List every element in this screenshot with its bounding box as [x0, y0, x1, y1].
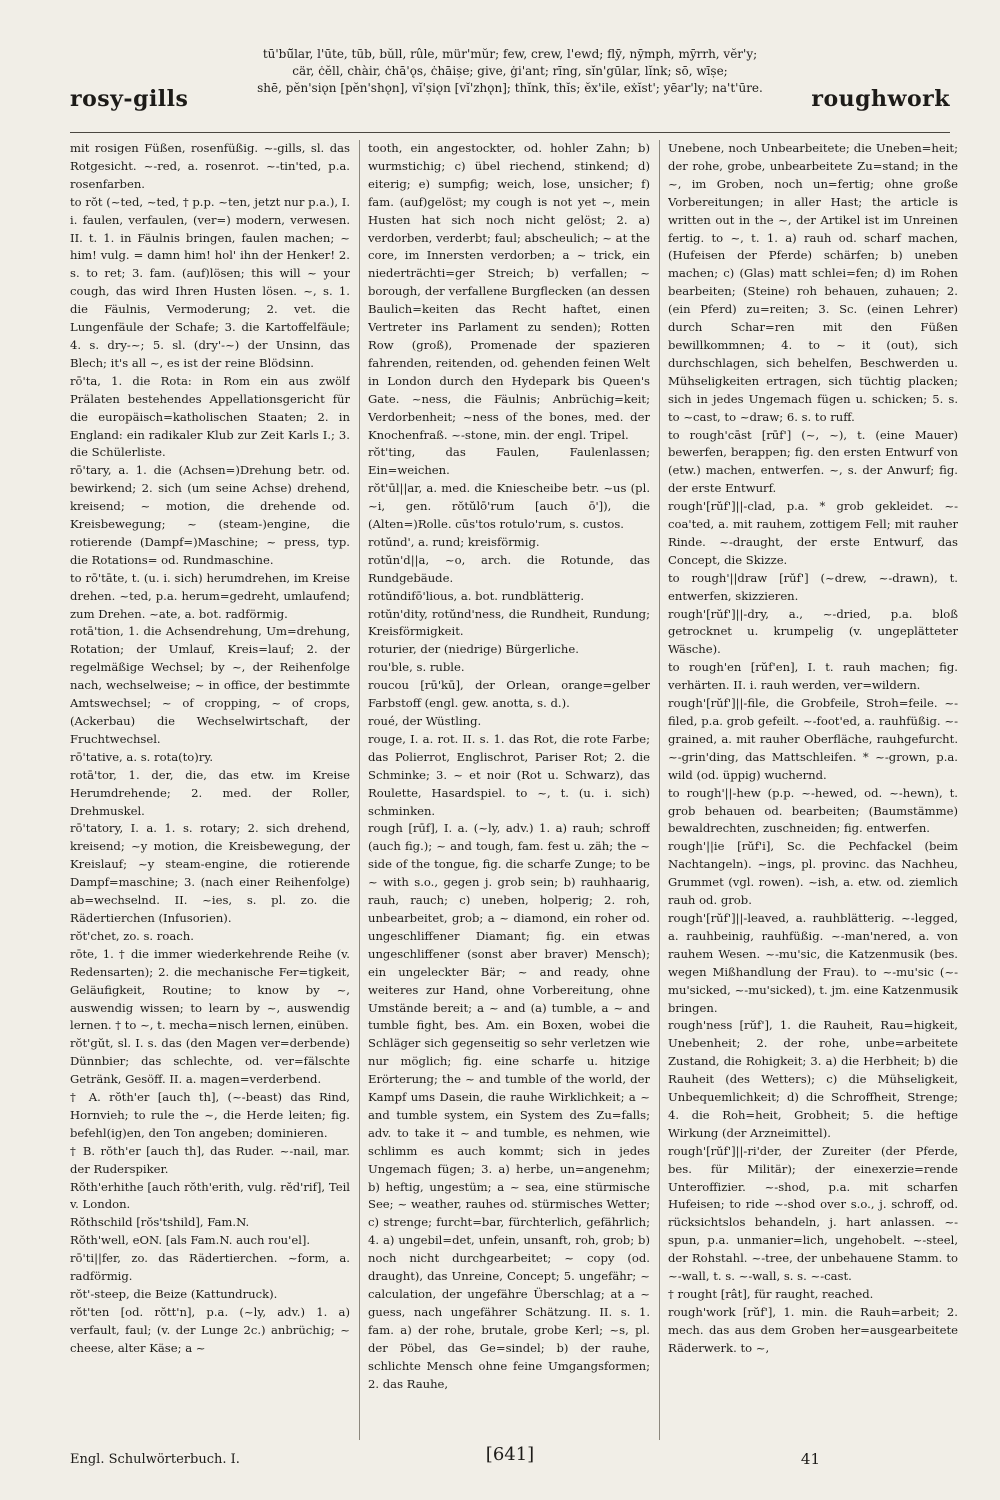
dictionary-entry: rotŭn'd||a, ~o, arch. die Rotunde, das Rundgebäude. — [368, 552, 650, 585]
column-divider — [359, 140, 360, 1440]
dictionary-entry: rough'[rŭf']||-ri'der, der Zureiter (der Pferde, bes. für Militär); der einexerzie=rende Unteroffizier. ~-shod, p.a. mit scharfen Hufeisen; to ride ~-shod over s.o., j. schroff, od. rücksichtslos behandeln, j. hart anlassen. ~-spun, p.a. unmanier=lich, ungehobelt. ~-steel, der Rohstahl. ~-tree, der unbehauene Stamm. to ~-wall, t. s. ~-wall, s. s. ~-cast. — [668, 1143, 958, 1284]
dictionary-entry: rotŭndifō'lious, a. bot. rundblätterig. — [368, 588, 585, 603]
dictionary-entry: rŏt'chet, zo. s. roach. — [70, 928, 194, 943]
dictionary-entry: rō'tary, a. 1. die (Achsen=)Drehung betr. od. bewirkend; 2. sich (um seine Achse) drehend, kreisend; ~ motion, die drehende od. Kreisbewegung; ~ (steam-)engine, die rotierende (Dampf=)Maschine; ~ press, typ. die Rotations= od. Rundmaschine. — [70, 463, 350, 567]
dictionary-entry: rō'ti||fer, zo. das Rädertierchen. ~form, a. radförmig. — [70, 1251, 350, 1284]
dictionary-entry: Unebene, noch Unbearbeitete; die Uneben=heit; der rohe, grobe, unbearbeitete Zu=stand; in the ~, im Groben, noch un=fertig; ohne große Vorbereitungen; in aller Hast; the article is written out in the ~, der Artikel ist im Unreinen fertig. to ~, t. 1. a) rauh od. scharf machen, (Hufeisen der Pferde) schärfen; b) uneben machen; c) (Glas) matt schlei=fen; d) im Rohen bearbeiten; (Steine) roh behauen, zuhauen; 2. (ein Pferd) zu=reiten; 3. Sc. (einen Lehrer) durch Schar=ren mit den Füßen bewillkommnen; 4. to ~ it (out), sich durchschlagen, sich behelfen, Beschwerden u. Mühseligkeiten ertragen, sich tüchtig placken; sich in jedes Ungemach fügen u. schicken; 5. s. to ~cast, to ~draw; 6. s. to ruff. — [668, 141, 958, 424]
dictionary-entry: to rō'tāte, t. (u. i. sich) herumdrehen, im Kreise drehen. ~ted, p.a. herum=gedreht, umlaufend; zum Drehen. ~ate, a. bot. radförmig. — [70, 570, 350, 621]
dictionary-entry: Rŏthschild [rŏs'tshild], Fam.N. — [70, 1215, 250, 1230]
page-number: [641] — [485, 1444, 535, 1465]
dictionary-entry: rough'[rŭf']||-dry, a., ~-dried, p.a. bloß getrocknet u. krumpelig (v. ungeplätteter Wäsche). — [668, 606, 958, 657]
dictionary-entry: rou'ble, s. ruble. — [368, 660, 465, 675]
dictionary-entry: rŏt'gŭt, sl. I. s. das (den Magen ver=derbende) Dünnbier; das schlechte, od. ver=fälschte Getränk, Gesöff. II. a. magen=verderbend. — [70, 1036, 350, 1087]
dictionary-entry: rough'[rŭf']||-leaved, a. rauhblätterig. ~-legged, a. rauhbeinig, rauhfüßig. ~-man'nered, a. von rauhem Wesen. ~-mu'sic, die Katzenmusik (bes. wegen Mißhandlung der Frau). to ~-mu'sic (~-mu'sicked, ~-mu'sicked), t. jm. eine Katzenmusik bringen. — [668, 910, 958, 1015]
dictionary-entry: rŏt'ūl||ar, a. med. die Kniescheibe betr. ~us (pl. ~i, gen. rŏtŭlō'rum [auch ō']), die (Alten=)Rolle. cūs'tos rotulo'rum, s. custos. — [368, 481, 650, 532]
dictionary-entry: roué, der Wüstling. — [368, 714, 482, 728]
dictionary-entry: rotŭn'dity, rotŭnd'ness, die Rundheit, Rundung; Kreisförmigkeit. — [368, 606, 650, 639]
dictionary-entry: to rough'||-hew (p.p. ~-hewed, od. ~-hewn), t. grob behauen od. bearbeiten; (Baumstämme) bewaldrechten, zuschneiden; fig. entwerfen. — [668, 785, 958, 836]
dictionary-entry: Rŏth'well, eON. [als Fam.N. auch rou'el]. — [70, 1233, 311, 1248]
column-middle — [368, 140, 650, 1440]
dictionary-entry: rough'work [rŭf'], 1. min. die Rauh=arbeit; 2. mech. das aus dem Groben her=ausgearbeitete Räderwerk. to ~, — [668, 1304, 958, 1355]
dictionary-entry: to rough'cāst [rūf'] (~, ~), t. (eine Mauer) bewerfen, berappen; fig. den ersten Entwurf von (etw.) machen, entwerfen. ~, s. der Anwurf; fig. der erste Entwurf. — [668, 427, 958, 496]
dictionary-entry: † A. rŏth'er [auch th], (~-beast) das Rind, Hornvieh; to rule the ~, die Herde leiten; fig. befehl(ig)en, den Ton angeben; dominieren. — [70, 1090, 350, 1140]
guide-word-left: rosy-gills — [70, 86, 189, 112]
dictionary-entry: roturier, der (niedrige) Bürgerliche. — [368, 642, 579, 657]
dictionary-entry: rough'||ie [rŭf'i], Sc. die Pechfackel (beim Nachtangeln). ~ings, pl. provinc. das Nachheu, Grummet (vgl. rowen). ~ish, a. etw. od. ziemlich rauh od. grob. — [668, 839, 958, 908]
dictionary-entry: rŏt'ting, das Faulen, Faulenlassen; Ein=weichen. — [368, 445, 650, 478]
dictionary-entry: rough'[rŭf']||-file, die Grobfeile, Stroh=feile. ~-filed, p.a. grob gefeilt. ~-foot'ed, a. rauhfüßig. ~-grained, a. mit rauher Oberfläche, rauhgefurcht. ~-grin'ding, das Mattschleifen. * ~-grown, p.a. wild (od. üppig) wuchernd. — [668, 696, 958, 782]
dictionary-entry: † rought [rât], für raught, reached. — [668, 1287, 874, 1301]
footer-source: Engl. Schulwörterbuch. I. — [70, 1452, 240, 1467]
dictionary-entry: rŏt'-steep, die Beize (Kattundruck). — [70, 1287, 278, 1301]
dictionary-entry: rotŭnd', a. rund; kreisförmig. — [368, 534, 540, 549]
column-right — [668, 140, 958, 1440]
column-divider — [659, 140, 660, 1440]
dictionary-entry: to rŏt (~ted, ~ted, † p.p. ~ten, jetzt nur p.a.), I. i. faulen, verfaulen, (ver=) modern, verwesen. II. t. 1. in Fäulnis bringen, faulen machen; ~ him! vulg. = damn him! hol' ihn der Henker! 2. s. to ret; 3. fam. (auf)lösen; this will ~ your cough, das wird Ihren Husten lösen. ~, s. 1. die Fäulnis, Vermoderung; 2. vet. die Lungenfäule der Schafe; 3. die Kartoffelfäule; 4. s. dry-~; 5. sl. (dry'-~) der Unsinn, das Blech; it's all ~, es ist der reine Blödsinn. — [70, 194, 350, 370]
dictionary-entry: † B. rŏth'er [auch th], das Ruder. ~-nail, mar. der Ruderspiker. — [70, 1143, 350, 1176]
dictionary-entry: rough [rūf], I. a. (~ly, adv.) 1. a) rauh; schroff (auch fig.); ~ and tough, fam. fest u. zäh; the ~ side of the tongue, fig. die scharfe Zunge; to be ~ with s.o., gegen j. grob sein; b) rauhhaarig, rauh, rauch; c) uneben, holperig; 2. roh, unbearbeitet, grob; a ~ diamond, ein roher od. ungeschliffener Diamant; fig. ein etwas ungeschliffener (sonst aber braver) Mensch); ein ungeleckter Bär; ~ and ready, ohne weiteres zur Hand, ohne Vorbereitung, ohne Umstände bereit; a ~ and (a) tumble, a ~ and tumble fight, bes. Am. ein Boxen, wobei die Schläger sich gegenseitig so sehr verletzen wie nur möglich; fig. eine scharfe u. hitzige Erörterung; the ~ and tumble of the world, der Kampf ums Dasein, die rauhe Wirklichkeit; a ~ and tumble system, ein System des Zu=falls; adv. to take it ~ and tumble, es nehmen, wie schlimm es auch kommt; sich in jedes Ungemach fügen; 3. a) herbe, un=angenehm; b) heftig, ungestüm; a ~ sea, eine stürmische See; ~ weather, rauhes od. stürmisches Wetter; c) strenge; furcht=bar, fürchterlich, gefährlich; 4. a) ungebil=det, unfein, unsanft, roh, grob; b) noch nicht durchgearbeitet; ~ copy (od. draught), das Unreine, Concept; 5. ungefähr; ~ calculation, der ungefähre Überschlag; at a ~ guess, nach ungefährer Schätzung. II. s. 1. fam. a) der rohe, brutale, grobe Kerl; ~s, pl. der Pöbel, das Ge=sindel; b) der rauhe, schlichte Mensch ohne feine Umgangsformen; 2. das Rauhe, — [368, 821, 650, 1391]
page-header — [70, 40, 950, 133]
pronunciation-key-line: shē, pĕn'siǫn [pĕn'shǫn], vĭ'ṣiǫn [vĭ'zhǫn]; thĭnk, thĭs; ĕx'ile, eẋĭst'; yēar'ly; na't'ūre. — [257, 81, 763, 95]
column-left — [70, 140, 350, 1440]
page-footer — [70, 1440, 950, 1480]
dictionary-columns — [70, 140, 960, 1440]
dictionary-entry: rō'tative, a. s. rota(to)ry. — [70, 749, 214, 764]
pronunciation-key-line: tū'bū̆lar, l'ūte, tūb, bŭll, rûle, mür'mŭr; few, crew, l'ewd; flȳ, nȳmph, mȳrrh, vĕr'y; — [262, 47, 758, 61]
dictionary-entry: rō'ta, 1. die Rota: in Rom ein aus zwölf Prälaten bestehendes Appellationsgericht für die europäisch=katholischen Staaten; 2. in England: ein radikaler Klub zur Zeit Karls I.; 3. die Schülerliste. — [70, 373, 350, 460]
dictionary-entry: rough'[rŭf']||-clad, p.a. * grob gekleidet. ~-coa'ted, a. mit rauhem, zottigem Fell; mit rauher Rinde. ~-draught, der erste Entwurf, das Concept, die Skizze. — [668, 499, 958, 567]
dictionary-entry: mit rosigen Füßen, rosenfüßig. ~-gills, sl. das Rotgesicht. ~-red, a. rosenrot. ~-tin'ted, p.a. rosenfarben. — [70, 141, 350, 191]
pronunciation-key — [220, 46, 800, 97]
dictionary-entry: tooth, ein angestockter, od. hohler Zahn; b) wurmstichig; c) übel riechend, stinkend; d) eiterig; e) sumpfig; weich, lose, unsicher; f) fam. (auf)gelöst; my cough is not yet ~, mein Husten hat sich noch nicht gelöst; 2. a) verdorben, verderbt; faul; abscheulich; ~ at the core, im Innersten verdorben; a ~ trick, ein niederträchti=ger Streich; b) verfallen; ~ borough, der verfallene Burgflecken (an dessen Baulich=keiten das Recht haftet, einen Vertreter ins Parlament zu senden); Rotten Row (groß), Promenade der spazieren fahrenden, reitenden, od. gehenden feinen Welt in London durch den Hydepark bis Queen's Gate. ~ness, die Fäulnis; Anbrüchig=keit; Verdorbenheit; ~ness of the bones, med. der Knochenfraß. ~-stone, min. der engl. Tripel. — [368, 141, 650, 442]
pronunciation-key-line: cär, ċĕll, chàir, ċhā'ǫs, ċhāiṣe; give, ġi'ant; rīng, sĭn'gūlar, lĭnk; sō, wīṣe; — [292, 64, 728, 78]
signature-mark: 41 — [800, 1450, 820, 1468]
dictionary-entry: roucou [rū'kū], der Orlean, orange=gelber Farbstoff (engl. gew. anotta, s. d.). — [368, 678, 650, 711]
dictionary-entry: to rough'en [rŭf'en], I. t. rauh machen; fig. verhärten. II. i. rauh werden, ver=wildern. — [668, 660, 958, 693]
dictionary-entry: rouge, I. a. rot. II. s. 1. das Rot, die rote Farbe; das Polierrot, Englischrot, Pariser Rot; 2. die Schminke; 3. ~ et noir (Rot u. Schwarz), das Roulette, Hasardspiel. to ~, t. (u. i. sich) schminken. — [368, 731, 650, 818]
dictionary-entry: rotā'tion, 1. die Achsendrehung, Um=drehung, Rotation; der Umlauf, Kreis=lauf; 2. der regelmäßige Wechsel; by ~, der Reihenfolge nach, wechselweise; ~ in office, der bestimmte Amtswechsel; ~ of cropping, ~ of crops, (Ackerbau) die Wechselwirtschaft, der Fruchtwechsel. — [70, 624, 350, 746]
dictionary-entry: rotā'tor, 1. der, die, das etw. im Kreise Herumdrehende; 2. med. der Roller, Drehmuskel. — [70, 767, 350, 818]
dictionary-entry: rough'ness [rŭf'], 1. die Rauheit, Rau=higkeit, Unebenheit; 2. der rohe, unbe=arbeitete Zustand, die Rohigkeit; 3. a) die Herbheit; b) die Rauheit (des Wetters); c) die Mühseligkeit, Unbequemlichkeit; d) die Schroffheit, Strenge; 4. die Roh=heit, Grobheit; 5. die heftige Wirkung (der Arzneimittel). — [668, 1018, 958, 1140]
guide-word-right: roughwork — [811, 86, 950, 112]
dictionary-entry: to rough'||draw [rŭf'] (~drew, ~-drawn), t. entwerfen, skizzieren. — [668, 570, 958, 603]
dictionary-entry: Rŏth'erhithe [auch rŏth'erith, vulg. rĕd'rif], Teil v. London. — [70, 1179, 350, 1212]
dictionary-entry: rŏt'ten [od. rŏtt'n], p.a. (~ly, adv.) 1. a) verfault, faul; (v. der Lunge 2c.) anbrüchig; ~ cheese, alter Käse; a ~ — [70, 1304, 350, 1355]
dictionary-entry: rō'tatory, I. a. 1. s. rotary; 2. sich drehend, kreisend; ~y motion, die Kreisbewegung, der Kreislauf; ~y steam-engine, die rotierende Dampf=maschine; 3. (nach einer Reihenfolge) ab=wechselnd. II. ~ies, s. pl. zo. die Rädertierchen (Infusorien). — [70, 821, 350, 925]
dictionary-entry: rōte, 1. † die immer wiederkehrende Reihe (v. Redensarten); 2. die mechanische Fer=tigkeit, Geläufigkeit, Routine; to know by ~, auswendig wissen; to learn by ~, auswendig lernen. † to ~, t. mecha=nisch lernen, einüben. — [70, 946, 350, 1033]
